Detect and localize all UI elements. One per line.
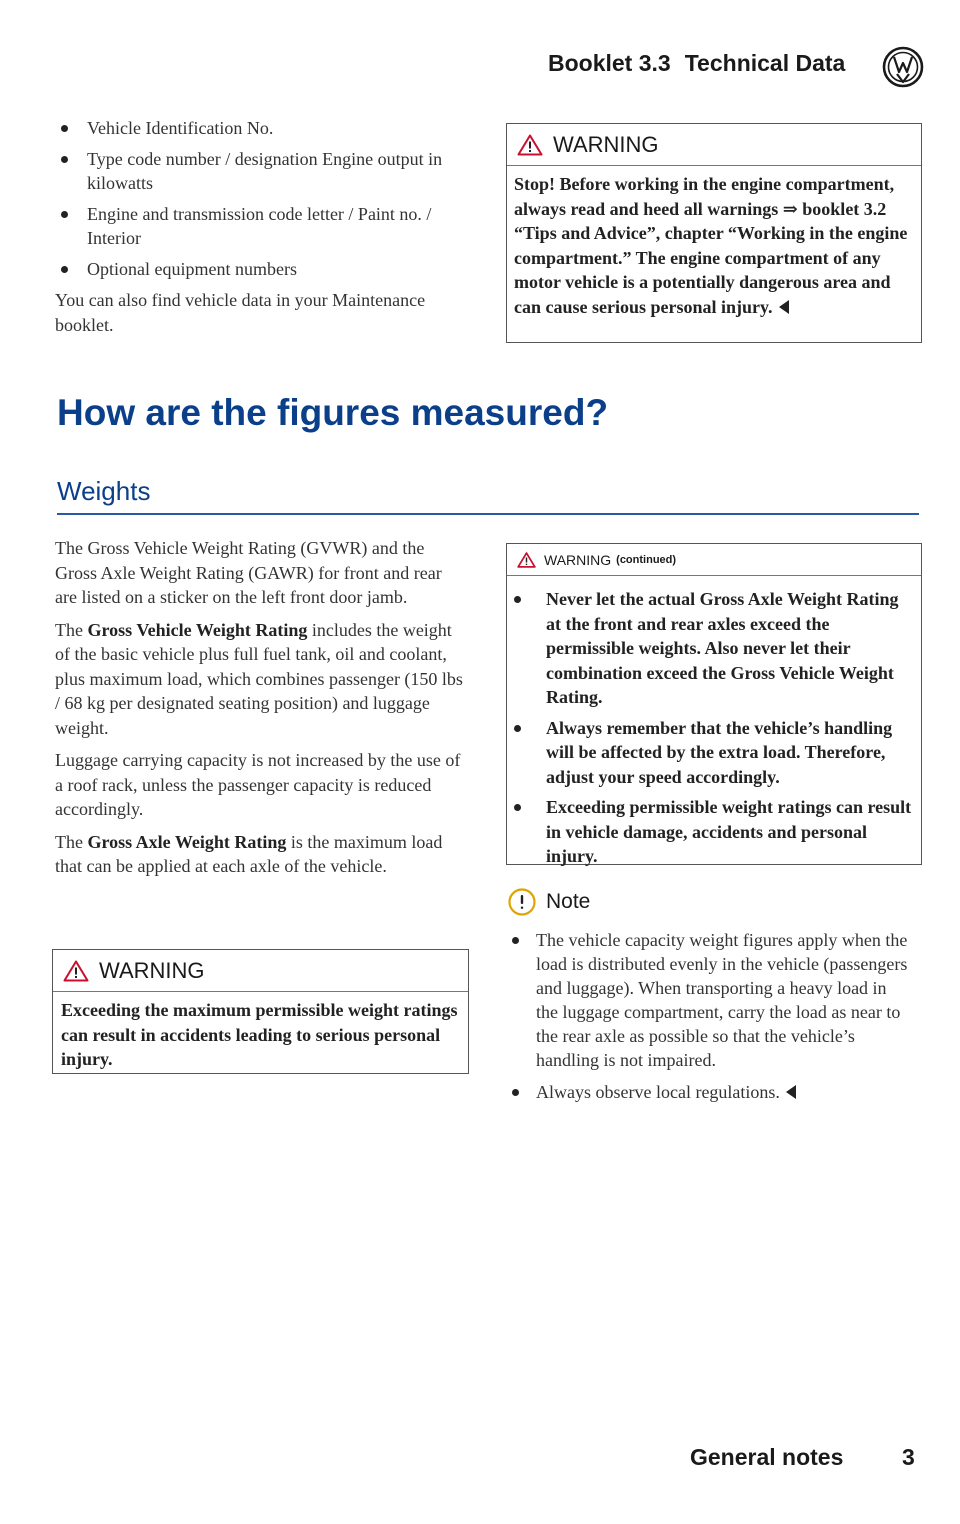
note-list xyxy=(506,928,908,1104)
end-of-section-icon xyxy=(786,1085,796,1099)
section-label: Technical Data xyxy=(684,50,846,76)
intro-list xyxy=(55,116,470,337)
list-item: The vehicle capacity weight figures apply when the load is distributed evenly in the vehicle (passengers and luggage). When transporting a heavy load in the luggage compartment, carry the load as near to the rear axle as possible so that the vehicle’s handling is not impaired. xyxy=(506,928,908,1072)
weights-paragraph: The Gross Vehicle Weight Rating (GVWR) and the Gross Axle Weight Rating (GAWR) for front and rear are listed on a sticker on the left front door jamb. xyxy=(55,538,442,607)
weights-paragraph: The Gross Axle Weight Rating is the maximum load that can be applied at each axle of the vehicle. xyxy=(55,831,443,876)
list-item: Always observe local regulations. xyxy=(506,1080,908,1104)
warning-box-weight xyxy=(52,949,469,1074)
warning-box-continued xyxy=(506,543,922,865)
warning-continued-label: (continued) xyxy=(616,553,677,566)
running-header xyxy=(548,50,845,77)
note-title: Note xyxy=(546,890,591,913)
vw-logo-icon xyxy=(882,46,924,88)
section-divider xyxy=(57,513,919,515)
warning-triangle-icon xyxy=(517,552,536,568)
warning-header xyxy=(53,950,468,992)
weights-paragraph: Luggage carrying capacity is not increased by the use of a roof rack, unless the passenger capacity is reduced accordingly. xyxy=(55,750,461,819)
list-item: Type code number / designation Engine output in kilowatts xyxy=(55,147,445,195)
weights-text xyxy=(55,536,467,879)
warning-box-engine xyxy=(506,123,922,343)
list-item: Exceeding permissible weight ratings can result in vehicle damage, accidents and personal injury. xyxy=(514,795,913,869)
weights-paragraph: The Gross Vehicle Weight Rating includes the weight of the basic vehicle plus full fuel tank, oil and coolant, plus maximum load, which combines passenger (150 lbs / 68 kg per designated seating position) and luggage weight. xyxy=(55,619,463,738)
end-of-section-icon xyxy=(779,300,789,314)
warning-header xyxy=(507,544,921,576)
list-item: Never let the actual Gross Axle Weight Rating at the front and rear axles exceed the permissible weights. Also never let their combination exceed the Gross Vehicle Weight Rating. xyxy=(514,587,913,710)
warning-header xyxy=(507,124,921,166)
warning-text: Exceeding the maximum permissible weight ratings can result in accidents leading to serious personal injury. xyxy=(61,1000,458,1069)
section-heading-weights: Weights xyxy=(57,476,151,506)
list-item: Engine and transmission code letter / Paint no. / Interior xyxy=(55,202,450,250)
page-heading: How are the figures measured? xyxy=(57,392,609,433)
booklet-label: Booklet 3.3 xyxy=(548,50,671,76)
list-item: Vehicle Identification No. xyxy=(55,116,470,140)
note-header xyxy=(508,888,590,916)
warning-text: Stop! Before working in the engine compartment, always read and heed all warnings ⇒ booklet 3.2 “Tips and Advice”, chapter “Working in the engine compartment.” The engine compartment of any motor vehicle is a potentially dangerous area and can cause serious personal injury. xyxy=(514,174,908,317)
warning-title: WARNING xyxy=(553,131,659,157)
note-exclamation-icon xyxy=(508,888,536,916)
list-item: Optional equipment numbers xyxy=(55,257,470,281)
footer-section-name: General notes xyxy=(690,1444,844,1470)
page-number: 3 xyxy=(902,1444,915,1470)
maintenance-note: You can also find vehicle data in your Maintenance booklet. xyxy=(55,290,426,335)
warning-title: WARNING xyxy=(99,957,205,983)
list-item: Always remember that the vehicle’s handling will be affected by the extra load. Therefore, adjust your speed accordingly. xyxy=(514,716,913,790)
warning-triangle-icon xyxy=(517,134,543,156)
warning-title: WARNING xyxy=(544,551,612,568)
warning-triangle-icon xyxy=(63,960,89,982)
